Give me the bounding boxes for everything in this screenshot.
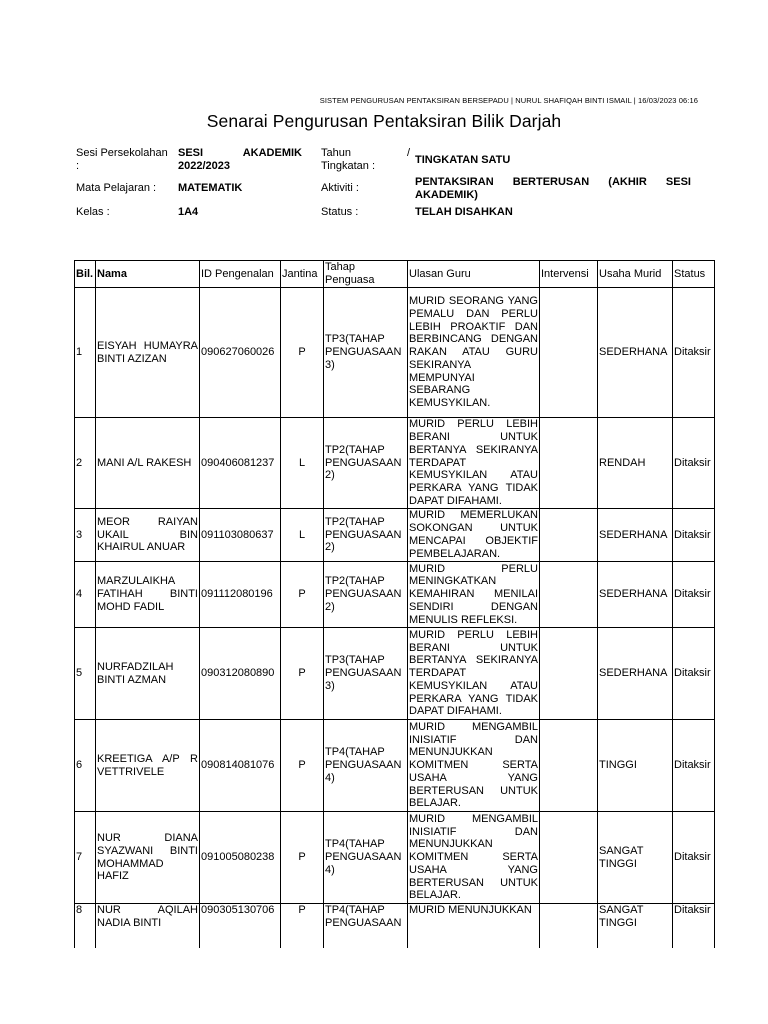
cell-tahap: TP2(TAHAP PENGUASAAN 2) xyxy=(324,509,408,562)
table-row xyxy=(75,628,715,720)
cell-jantina: P xyxy=(281,720,324,812)
sesi-value-word2: AKADEMIK xyxy=(242,147,302,159)
kelas-value: 1A4 xyxy=(178,206,199,218)
tahun-value: TINGKATAN SATU xyxy=(415,154,511,166)
tahun-label-line2: Tingkatan : xyxy=(321,160,376,172)
cell-usaha: RENDAH xyxy=(598,418,673,509)
kelas-label: Kelas : xyxy=(76,206,110,218)
cell-bil: 5 xyxy=(75,628,96,720)
cell-nama: NURFADZILAH BINTI AZMAN xyxy=(96,628,200,720)
cell-ulasan: MURID PERLU LEBIH BERANI UNTUK BERTANYA SEKIRANYA TERDAPAT KEMUSYKILAN ATAU PERKARA YANG TIDAK DAPAT DIFAHAMI. xyxy=(408,628,540,720)
cell-nama: MARZULAIKHA FATIHAH BINTI MOHD FADIL xyxy=(96,562,200,628)
aktiviti-word-1: PENTAKSIRAN xyxy=(415,176,494,188)
table-row xyxy=(75,812,715,904)
cell-intervensi xyxy=(540,509,598,562)
aktiviti-word-2: BERTERUSAN xyxy=(512,176,590,188)
cell-tahap: TP2(TAHAP PENGUASAAN 2) xyxy=(324,418,408,509)
cell-ulasan: MURID MENGAMBIL INISIATIF DAN MENUNJUKKAN KOMITMEN SERTA USAHA YANG BERTERUSAN UNTUK BELAJAR. xyxy=(408,720,540,812)
table-row xyxy=(75,418,715,509)
cell-ulasan: MURID PERLU MENINGKATKAN KEMAHIRAN MENILAI SENDIRI DENGAN MENULIS REFLEKSI. xyxy=(409,562,538,626)
cell-tahap: TP2(TAHAP PENGUASAAN 2) xyxy=(324,562,408,628)
aktiviti-value-line2: AKADEMIK) xyxy=(415,189,478,201)
cell-tahap: TP3(TAHAP PENGUASAAN 3) xyxy=(324,628,408,720)
cell-bil: 2 xyxy=(75,418,96,509)
cell-ulasan: MURID MENUNJUKKAN xyxy=(408,904,540,964)
cell-usaha: SEDERHANA xyxy=(598,288,673,418)
cell-bil: 3 xyxy=(75,509,96,562)
cell-id: 090406081237 xyxy=(200,418,281,509)
cell-id: 090312080890 xyxy=(200,628,281,720)
mata-value: MATEMATIK xyxy=(178,182,243,194)
header-usaha: Usaha Murid xyxy=(598,261,673,288)
header-intervensi: Intervensi xyxy=(540,261,598,288)
cell-jantina: P xyxy=(281,628,324,720)
cell-id: 091005080238 xyxy=(200,812,281,904)
page-title: Senarai Pengurusan Pentaksiran Bilik Darjah xyxy=(206,111,562,131)
cell-bil: 7 xyxy=(75,812,96,904)
cell-id: 091112080196 xyxy=(200,562,281,628)
cell-bil: 4 xyxy=(75,562,96,628)
aktiviti-value-line1 xyxy=(415,176,691,189)
cell-status: Ditaksir xyxy=(673,720,715,812)
aktiviti-word-3: (AKHIR xyxy=(608,176,647,188)
cell-usaha: SEDERHANA xyxy=(598,628,673,720)
cell-id: 090627060026 xyxy=(200,288,281,418)
cell-jantina: L xyxy=(281,509,324,562)
header-bil: Bil. xyxy=(75,261,96,288)
cell-ulasan: MURID PERLU LEBIH BERANI UNTUK BERTANYA SEKIRANYA TERDAPAT KEMUSYKILAN ATAU PERKARA YANG TIDAK DAPAT DIFAHAMI. xyxy=(409,418,538,507)
header-nama: Nama xyxy=(96,261,200,288)
table-header-row xyxy=(75,261,715,288)
table-row xyxy=(75,720,715,812)
sesi-value-line1 xyxy=(178,147,302,160)
header-id-pengenalan: ID Pengenalan xyxy=(200,261,281,288)
tahun-label-slash: / xyxy=(406,147,410,159)
cell-status: Ditaksir xyxy=(673,812,715,904)
header-ulasan: Ulasan Guru xyxy=(408,261,540,288)
cell-bil: 8 xyxy=(75,904,96,964)
cell-jantina: P xyxy=(281,904,324,964)
cell-intervensi xyxy=(540,562,598,628)
cell-intervensi xyxy=(540,720,598,812)
sesi-label-line2: : xyxy=(76,160,80,172)
status-value: TELAH DISAHKAN xyxy=(415,206,513,218)
assessment-table xyxy=(74,260,715,964)
header-jantina: Jantina xyxy=(281,261,324,288)
cell-tahap: TP4(TAHAP PENGUASAAN xyxy=(324,904,408,964)
aktiviti-word-4: SESI xyxy=(665,176,691,188)
page-bottom-margin xyxy=(0,948,768,1024)
cell-jantina: P xyxy=(281,562,324,628)
table-row xyxy=(75,509,715,562)
sesi-label-line1: Sesi Persekolahan xyxy=(76,147,168,159)
status-label: Status : xyxy=(321,206,359,218)
cell-jantina: P xyxy=(281,812,324,904)
cell-usaha: SEDERHANA xyxy=(598,562,673,628)
tahun-label-word: Tahun xyxy=(321,147,351,159)
cell-jantina: P xyxy=(281,288,324,418)
table-row xyxy=(75,288,715,418)
cell-intervensi xyxy=(540,628,598,720)
cell-intervensi xyxy=(540,418,598,509)
cell-ulasan: MURID SEORANG YANG PEMALU DAN PERLU LEBIH PROAKTIF DAN BERBINCANG DENGAN RAKAN ATAU GURU SEKIRANYA MEMPUNYAI SEBARANG KEMUSYKILAN. xyxy=(408,288,540,418)
cell-status: Ditaksir xyxy=(673,628,715,720)
cell-bil: 1 xyxy=(75,288,96,418)
system-header-line: SISTEM PENGURUSAN PENTAKSIRAN BERSEPADU | NURUL SHAFIQAH BINTI ISMAIL | 16/03/2023 06:16 xyxy=(319,96,698,105)
mata-label: Mata Pelajaran : xyxy=(76,182,157,194)
cell-nama: NUR DIANA SYAZWANI BINTI MOHAMMAD HAFIZ xyxy=(96,812,200,904)
cell-tahap: TP4(TAHAP PENGUASAAN 4) xyxy=(324,720,408,812)
cell-status: Ditaksir xyxy=(673,509,715,562)
cell-id: 091103080637 xyxy=(200,509,281,562)
cell-bil: 6 xyxy=(75,720,96,812)
cell-tahap: TP3(TAHAP PENGUASAAN 3) xyxy=(324,288,408,418)
header-tahap: Tahap Penguasa xyxy=(324,261,408,288)
cell-nama: KREETIGA A/P R VETTRIVELE xyxy=(96,720,200,812)
cell-nama: NUR AQILAH NADIA BINTI xyxy=(96,904,200,964)
cell-id: 090814081076 xyxy=(200,720,281,812)
sesi-value-word1: SESI xyxy=(178,147,204,159)
header-status: Status xyxy=(673,261,715,288)
cell-usaha: SANGAT TINGGI xyxy=(598,904,673,964)
cell-jantina: L xyxy=(281,418,324,509)
table-row xyxy=(75,562,715,628)
cell-status: Ditaksir xyxy=(673,288,715,418)
cell-intervensi xyxy=(540,288,598,418)
sesi-value-line2: 2022/2023 xyxy=(178,160,230,172)
aktiviti-label: Aktiviti : xyxy=(321,182,359,194)
cell-intervensi xyxy=(540,812,598,904)
cell-tahap: TP4(TAHAP PENGUASAAN 4) xyxy=(324,812,408,904)
cell-ulasan: MURID MEMERLUKAN SOKONGAN UNTUK MENCAPAI OBJEKTIF PEMBELAJARAN. xyxy=(409,509,538,560)
cell-usaha: TINGGI xyxy=(598,720,673,812)
cell-id: 090305130706 xyxy=(200,904,281,964)
cell-status: Ditaksir xyxy=(673,418,715,509)
cell-ulasan: MURID MENGAMBIL INISIATIF DAN MENUNJUKKAN KOMITMEN SERTA USAHA YANG BERTERUSAN UNTUK BELAJAR. xyxy=(408,812,540,904)
cell-nama: MEOR RAIYAN UKAIL BIN KHAIRUL ANUAR xyxy=(96,509,200,562)
cell-nama: EISYAH HUMAYRA BINTI AZIZAN xyxy=(96,288,200,418)
cell-status: Ditaksir xyxy=(673,904,715,964)
tahun-label-line1 xyxy=(321,147,410,160)
cell-usaha: SEDERHANA xyxy=(598,509,673,562)
cell-usaha: SANGAT TINGGI xyxy=(598,812,673,904)
cell-status: Ditaksir xyxy=(673,562,715,628)
cell-nama: MANI A/L RAKESH xyxy=(96,418,200,509)
